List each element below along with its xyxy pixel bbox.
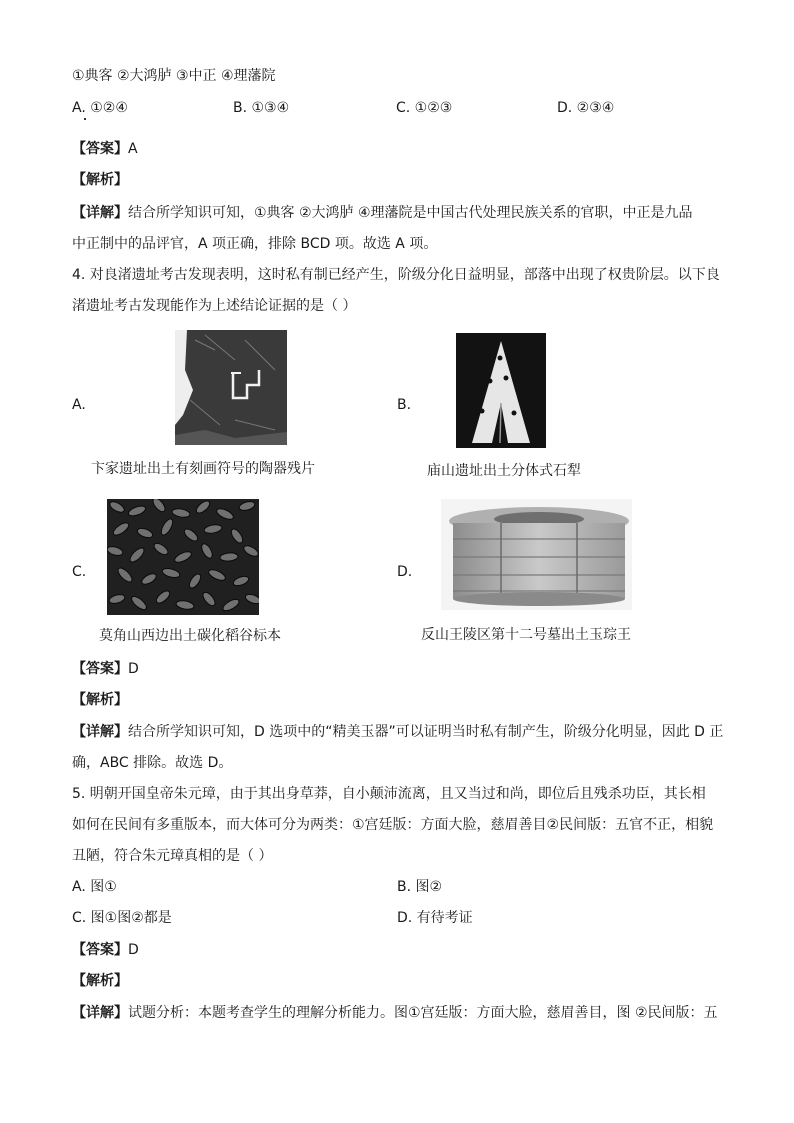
- q5-option-b[interactable]: B. 图②: [397, 879, 443, 895]
- stone-plough-image: [456, 333, 546, 448]
- detail-tag: 【详解】: [72, 205, 128, 221]
- q3-answer: [72, 139, 138, 159]
- q5-stem-line2: 如何在民间有多重版本，而大体可分为两类：①宫廷版：方面大脸，慈眉善目②民间版：五官不正，相貌: [72, 817, 714, 833]
- carbonized-rice-image: [107, 499, 259, 615]
- q5-answer: [72, 940, 139, 960]
- q5-stem-line3: 丑陋，符合朱元璋真相的是（ ）: [72, 848, 273, 864]
- q5-detail-line1: [72, 1003, 718, 1023]
- detail-text-a: 结合所学知识可知，: [128, 205, 254, 221]
- q4-option-b-letter[interactable]: B.: [397, 397, 412, 413]
- q4-caption-c: 莫角山西边出土碳化稻谷标本: [99, 628, 281, 644]
- q4-caption-a: 卞家遗址出土有刻画符号的陶器残片: [91, 461, 315, 477]
- q4-option-a-letter[interactable]: A.: [72, 397, 86, 413]
- q5-analysis-tag: 【解析】: [72, 973, 128, 989]
- q3-option-c[interactable]: C. ①②③: [396, 100, 453, 116]
- answer-tag: 【答案】: [72, 141, 128, 157]
- q4-caption-d: 反山王陵区第十二号墓出土玉琮王: [421, 627, 631, 643]
- q3-option-a[interactable]: A. ①②④: [72, 100, 128, 116]
- q3-analysis-tag: 【解析】: [72, 172, 128, 188]
- q5-option-c[interactable]: C. 图①图②都是: [72, 910, 172, 926]
- q3-detail-line1: [72, 203, 693, 223]
- pottery-shard-drawing: [175, 330, 287, 445]
- detail-text-b: ①典客 ②大鸿胪 ④理藩院是中国古代处理民族关系的官职，中正是九品: [254, 205, 693, 221]
- q5-option-d[interactable]: D. 有待考证: [397, 910, 473, 926]
- answer-value: D: [128, 661, 139, 677]
- detail-tag: 【详解】: [72, 1005, 128, 1021]
- detail-text: 结合所学知识可知，D 选项中的“精美玉器”可以证明当时私有制产生，阶级分化明显，因此 D 正: [128, 724, 724, 740]
- detail-tag: 【详解】: [72, 724, 128, 740]
- q3-items: ①典客 ②大鸿胪 ③中正 ④理藩院: [72, 68, 276, 84]
- stone-plough-drawing: [456, 333, 546, 448]
- q4-stem-line2: 渚遗址考古发现能作为上述结论证据的是（ ）: [72, 298, 357, 314]
- q4-caption-b: 庙山遗址出土分体式石犁: [427, 463, 581, 479]
- q5-option-a[interactable]: A. 图①: [72, 879, 117, 895]
- q3-option-b[interactable]: B. ①③④: [233, 100, 290, 116]
- carbonized-rice-drawing: [107, 499, 259, 615]
- q4-option-d-letter[interactable]: D.: [397, 564, 413, 580]
- detail-text: 试题分析：本题考查学生的理解分析能力。图①宫廷版：方面大脸，慈眉善目，图 ②民间版：五: [128, 1005, 718, 1021]
- q4-stem-line1: 4. 对良渚遗址考古发现表明，这时私有制已经产生，阶级分化日益明显，部落中出现了权贵阶层。以下良: [72, 267, 720, 283]
- answer-value: D: [128, 942, 139, 958]
- pottery-shard-image: [175, 330, 287, 445]
- q4-answer: [72, 659, 139, 679]
- q3-option-d[interactable]: D. ②③④: [557, 100, 615, 116]
- q4-analysis-tag: 【解析】: [72, 692, 128, 708]
- jade-cong-image: [441, 499, 632, 610]
- q4-option-c-letter[interactable]: C.: [72, 564, 87, 580]
- answer-tag: 【答案】: [72, 942, 128, 958]
- answer-value: A: [128, 141, 138, 157]
- q4-detail-line2: 确，ABC 排除。故选 D。: [72, 755, 233, 771]
- jade-cong-drawing: [441, 499, 632, 610]
- stray-dot: [84, 118, 86, 120]
- answer-tag: 【答案】: [72, 661, 128, 677]
- q5-stem-line1: 5. 明朝开国皇帝朱元璋，由于其出身草莽，自小颠沛流离，且又当过和尚，即位后且残杀功臣，其长相: [72, 786, 706, 802]
- q4-detail-line1: [72, 722, 723, 742]
- q3-detail-line2: 中正制中的品评官，A 项正确，排除 BCD 项。故选 A 项。: [72, 236, 438, 252]
